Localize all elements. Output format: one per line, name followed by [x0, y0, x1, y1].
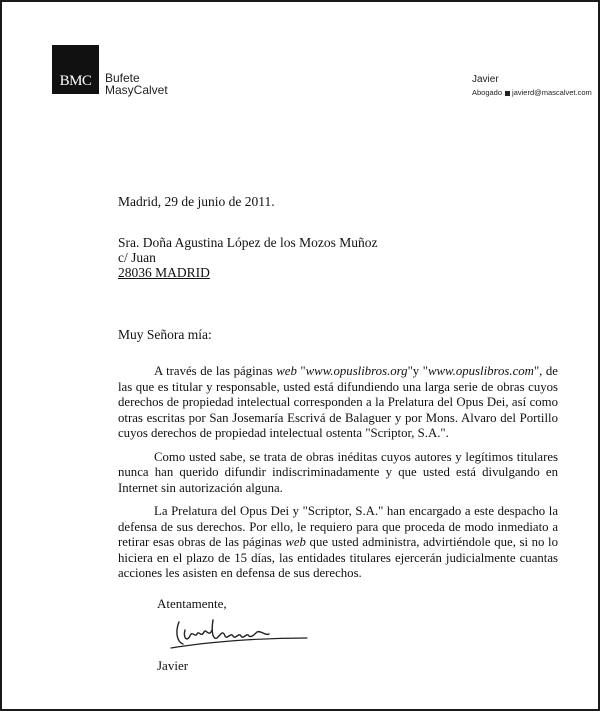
firm-logo — [52, 45, 99, 94]
p1-text-c: "y " — [407, 364, 428, 378]
sender-name: Javier — [472, 74, 499, 85]
paragraph-2: Como usted sabe, se trata de obras inéditas cuyos autores y legítimos titulares nunca han querido difundir indiscriminadamente y que usted está divulgando en Internet sin autorización alguna. — [118, 449, 558, 495]
p1-text-b: " — [296, 364, 306, 378]
paragraph-1 — [118, 364, 558, 442]
paragraph-3 — [118, 504, 558, 582]
firm-name-line2: MasyCalvet — [105, 83, 168, 97]
signer-name: Javier — [157, 658, 189, 673]
bullet-icon — [505, 91, 510, 96]
p3-web: web — [285, 535, 306, 549]
recipient-city: 28036 MADRID — [118, 265, 210, 280]
logo-text: BMC — [59, 73, 92, 89]
p3-text-b: que usted administra, advirtiéndole que, si no lo hiciera en el plazo de 15 días, las entidades titulares ejercerán judicialmente cuantas acciones les asisten en defensa de sus derechos. — [118, 535, 558, 580]
p1-site-2: www.opuslibros.com — [427, 364, 534, 378]
p1-site-1: www.opuslibros.org — [305, 364, 408, 378]
recipient-address — [118, 235, 377, 280]
letter-date: Madrid, 29 de junio de 2011. — [118, 194, 275, 209]
firm-name-line1: Bufete — [105, 71, 140, 85]
p1-text-a: A través de las páginas — [154, 364, 277, 378]
p1-web: web — [276, 364, 297, 378]
sender-role-line — [472, 88, 592, 97]
p1-text-d: ", de las que es titular y responsable, usted está difundiendo una larga serie de obras cuyos derechos de propiedad intelectual corresponden a la Prelatura del Opus Dei, así como otras escritas por San Josemaría Escrivá de Balaguer y por Mons. Alvaro del Portillo cuyos derechos de propiedad intelectual ostenta "Scriptor, S.A.". — [118, 364, 558, 440]
recipient-name: Sra. Doña Agustina López de los Mozos Muñoz — [118, 235, 378, 250]
letter-body — [118, 364, 558, 590]
closing: Atentamente, — [157, 596, 227, 611]
signature-image — [157, 608, 317, 656]
sender-email: javierd@mascalvet.com — [512, 88, 592, 97]
recipient-street: c/ Juan — [118, 250, 156, 265]
sender-role: Abogado — [472, 88, 503, 97]
sender-info — [472, 74, 592, 97]
p3-text-a: La Prelatura del Opus Dei y "Scriptor, S.A." han encargado a este despacho la defensa de sus derechos. Por ello, le requiero para que proceda de modo inmediato a retirar esas obras de las páginas — [118, 504, 558, 549]
salutation: Muy Señora mía: — [118, 327, 212, 342]
firm-name — [105, 72, 168, 96]
